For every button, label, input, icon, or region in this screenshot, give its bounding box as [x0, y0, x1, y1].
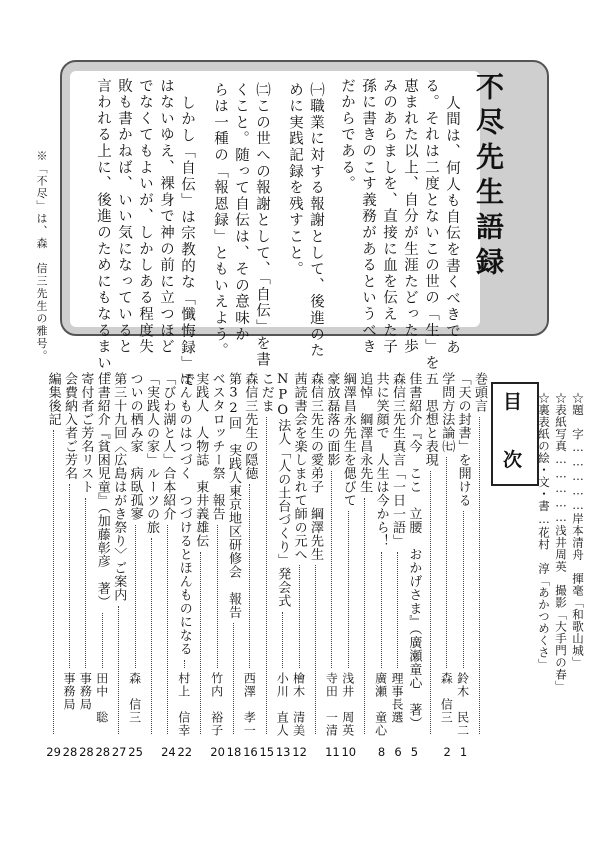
toc-leader: [217, 525, 218, 669]
toc-item-author: 竹内 裕子: [209, 672, 224, 737]
toc-item-page: 20: [210, 745, 225, 759]
toc-leader: [151, 538, 152, 734]
toc-item-title: NPO法人「人の土台づくり」発会式: [275, 372, 291, 608]
toc-leader: [397, 552, 398, 669]
quote-line: はないゆえ、裸身で神の前に立つほど: [158, 78, 174, 356]
toc-item-title: 五 思想と表現: [422, 372, 438, 467]
toc-item-page: 24: [161, 745, 176, 759]
toc-item[interactable]: [472, 372, 488, 812]
toc-item-page: 27: [111, 745, 127, 759]
toc-leader: [282, 612, 283, 669]
toc-item-author: 西澤 孝一: [242, 672, 257, 737]
toc-item-page: 12: [292, 745, 307, 759]
footnote: ※「不尽」は、森 信三先生の雅号。: [35, 150, 48, 363]
toc-item-title: 森信三先生の愛弟子 綱澤先生: [308, 372, 323, 561]
toc-leader: [249, 484, 250, 668]
credit-line: ☆題 字……………岸本清舟 揮毫「和歌山城」: [571, 392, 585, 669]
quote-line: しかし「自伝」は宗教的な「懺悔録」で: [179, 95, 195, 389]
toc-item-page: 13: [275, 745, 291, 759]
toc-leader: [381, 552, 382, 669]
quote-line: でなくてもよいが、しかしある程度失: [137, 78, 153, 356]
toc-item-author: 寺田 一清: [324, 672, 339, 737]
toc-item-title: 森信三先生の隠徳: [242, 372, 258, 480]
toc-leader: [479, 417, 480, 735]
toc-leader: [53, 430, 54, 734]
toc-leader: [299, 565, 300, 668]
toc-item-author: 事務局: [62, 672, 76, 711]
toc-leader: [69, 484, 70, 668]
toc-leader: [266, 417, 267, 735]
quote-line: だからである。: [339, 78, 355, 193]
toc-leader: [102, 613, 103, 669]
toc-item-title: ベスタロッチー祭 報告: [209, 372, 225, 521]
toc-item-title: ほんものはつづく つづけるとほんものになる: [176, 372, 192, 656]
toc-item-page: 2: [443, 745, 451, 759]
toc-item-title: 綱澤昌永先生を偲びて: [340, 372, 356, 507]
page-title: 不尽先生語録: [472, 72, 505, 282]
toc-heading-2: 次: [503, 449, 523, 471]
toc-item-title: 第32回 実践人東京地区研修会 報告: [226, 372, 241, 619]
toc-item-title: 共に笑顔で 人生は今から！: [373, 372, 389, 548]
toc-item-author: 小川 直人: [275, 672, 290, 737]
quote-line: 孫に書きのこす義務があるというべき: [360, 78, 376, 356]
credit-line: ☆裏表紙の絵・文・書…花村 淳「あかつめくさ」: [537, 392, 551, 671]
toc-item-page: 28: [62, 745, 78, 759]
toc-item-title: 第三十九回〈広島はがき祭り〉ご案内: [111, 372, 127, 602]
toc-item[interactable]: [193, 372, 209, 812]
toc-item-page: 28: [95, 745, 111, 759]
toc-item-title: 巻頭言: [472, 372, 487, 413]
toc-item[interactable]: [357, 372, 373, 812]
credit-line: ☆表紙写真……………浅井周英 撮影「大手門の春」: [554, 392, 568, 693]
toc-item-author: 理事長選: [390, 672, 404, 724]
toc-leader: [315, 565, 316, 734]
toc-item-page: 25: [128, 745, 143, 759]
toc-item-author: 森 信三: [439, 672, 454, 724]
toc-item-page: 6: [394, 745, 402, 759]
toc-item-author: 事務局: [78, 672, 93, 711]
toc-item-author: 村上 信幸: [176, 672, 191, 737]
toc-leader: [348, 511, 349, 668]
toc-leader: [184, 660, 185, 669]
toc-item-title: 「天の封書」を開ける: [455, 372, 471, 507]
toc-item-title: 森信三先生真言「一日一語」: [390, 372, 405, 548]
toc-item-title: 茜読書会を楽しまれて師の元へ: [291, 372, 307, 561]
toc-item-title: ついの栖み家 病臥孤寥: [127, 372, 143, 521]
toc-item[interactable]: [144, 372, 160, 812]
toc-leader: [331, 471, 332, 669]
quote-line: みのあらましを、直接に血を伝えた子: [381, 78, 397, 356]
toc-item-title: 「びわ湖と人」合本紹介: [160, 372, 176, 521]
toc-item-page: 11: [325, 745, 340, 759]
toc-item-title: 佳書紹介『今 ここ 立腰 おかげさま』（廣瀬童心 著）: [406, 372, 422, 730]
toc-item-title: こだま: [258, 372, 274, 413]
toc-leader: [118, 606, 119, 735]
toc-leader: [135, 525, 136, 669]
quote-line: 人間は、何人も自伝を書くべきであ: [444, 95, 460, 356]
toc-item-title: 実践人 人物誌 東井義雄伝: [193, 372, 209, 548]
toc-leader: [85, 498, 86, 669]
toc-item[interactable]: [308, 372, 324, 812]
toc-item-page: 18: [226, 745, 242, 759]
toc-leader: [233, 623, 234, 734]
toc-item[interactable]: [423, 372, 439, 812]
toc-item-page: 5: [410, 745, 419, 759]
toc-leader: [463, 511, 464, 668]
quote-line: めに実践記録を残すこと。: [287, 82, 303, 278]
toc-leader: [364, 498, 365, 735]
toc-item-title: 「実践人の家」ルーツの旅: [144, 372, 159, 534]
toc-item-title: 会費納入者ご芳名: [62, 372, 77, 480]
quote-line: 言われる上に、後進のためにもなるまい。: [95, 78, 111, 388]
toc-item-page: 29: [46, 745, 61, 759]
toc-leader: [167, 525, 168, 735]
toc-item-title: 豪放磊落の面影: [324, 372, 340, 467]
toc-item-author: 田中 聡: [94, 672, 109, 724]
quote-line: くこと。随って自伝は、その意味か: [233, 82, 249, 343]
toc-item-title: 編集後記: [45, 372, 61, 426]
toc-item-page: 8: [377, 745, 386, 759]
toc-item-page: 1: [459, 745, 468, 759]
toc-leader: [200, 552, 201, 735]
toc-item-page: 10: [341, 745, 357, 759]
quote-line: 敗も書かねば、いい気になっていると: [116, 78, 132, 356]
toc-heading-1: 目: [503, 391, 523, 413]
toc-item-title: 寄付者ご芳名リスト: [78, 372, 94, 494]
toc-item-title: 佳書紹介『貧困児童』（加藤彰彦 著）: [94, 372, 110, 609]
toc-leader: [446, 457, 447, 668]
toc-item-author: 鈴木 民二: [455, 672, 470, 737]
toc-item-author: 浅井 周英: [340, 672, 355, 737]
toc-item-page: 15: [259, 745, 275, 759]
toc-item-title: 追悼 綱澤昌永先生: [357, 372, 373, 494]
quote-line: ㈡この世への報謝として、「自伝」を書: [254, 82, 270, 369]
toc-leader: [430, 471, 431, 735]
quote-line: ㈠職業に対する報謝として、後進のた: [308, 82, 324, 360]
toc-item-author: 廣瀬 童心: [373, 672, 388, 737]
toc-item-title: 学問方法論㈦: [439, 372, 455, 453]
quote-line: 恵まれた以上、自分が生涯たどった歩: [402, 78, 418, 356]
toc-item-author: 森 信三: [127, 672, 142, 724]
quote-line: る。それは二度とないこの世の「生」を: [423, 78, 439, 372]
toc-item-author: 檜木 清美: [291, 672, 306, 737]
toc-item-page: 22: [177, 745, 193, 759]
toc-item-page: 16: [243, 745, 258, 759]
quote-line: らは一種の「報恩録」ともいえよう。: [212, 82, 228, 360]
toc-item-page: 28: [79, 745, 94, 759]
